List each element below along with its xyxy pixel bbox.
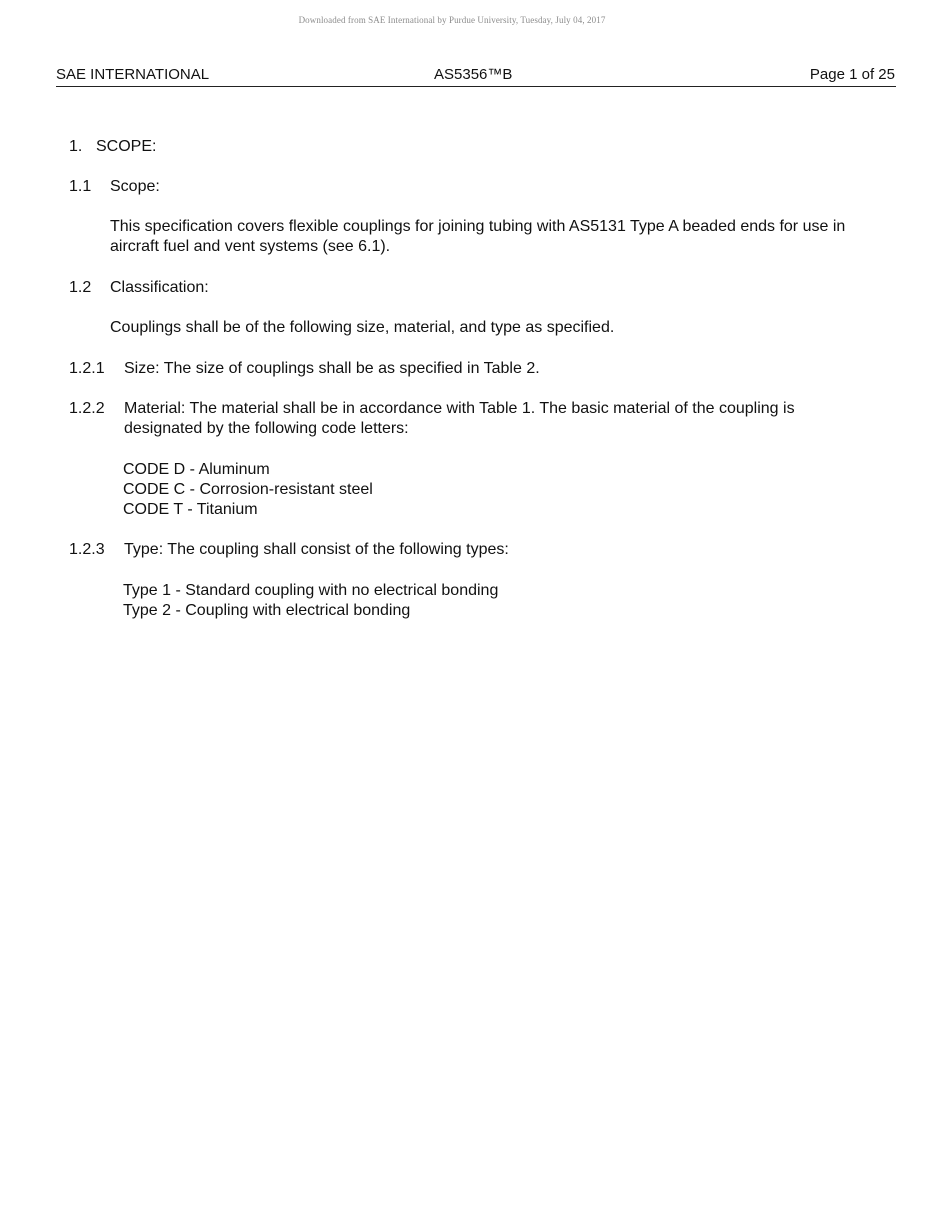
- section-1-2-2-text: Material: The material shall be in accordance with Table 1. The basic material of the coupling is designated by the following code letters:: [124, 400, 795, 438]
- material-code-item: CODE C - Corrosion-resistant steel: [123, 481, 373, 498]
- section-1-number: 1.: [69, 138, 83, 155]
- section-1-2-3-number: 1.2.3: [69, 541, 105, 558]
- section-1-2-1-text: Size: The size of couplings shall be as specified in Table 2.: [124, 360, 540, 377]
- coupling-type-item: Type 1 - Standard coupling with no electrical bonding: [123, 582, 499, 599]
- material-code-item: CODE T - Titanium: [123, 501, 258, 518]
- page-header: [56, 66, 896, 87]
- section-1-1-body: This specification covers flexible couplings for joining tubing with AS5131 Type A beaded ends for use in aircraft fuel and vent systems (see 6.1).: [110, 218, 846, 256]
- section-1-2-2-number: 1.2.2: [69, 400, 105, 417]
- header-organization: SAE INTERNATIONAL: [56, 66, 210, 83]
- section-1-1-number: 1.1: [69, 178, 92, 195]
- section-1-2-body: Couplings shall be of the following size, material, and type as specified.: [110, 319, 615, 336]
- section-1-1-title: Scope:: [110, 178, 160, 195]
- coupling-type-item: Type 2 - Coupling with electrical bonding: [123, 602, 411, 619]
- section-1-2-number: 1.2: [69, 279, 92, 296]
- section-1-title: SCOPE:: [96, 138, 157, 155]
- section-1-2-title: Classification:: [110, 279, 209, 296]
- section-1-2-1-number: 1.2.1: [69, 360, 105, 377]
- header-page-info: Page 1 of 25: [809, 66, 895, 83]
- download-watermark: Downloaded from SAE International by Purdue University, Tuesday, July 04, 2017: [298, 15, 606, 25]
- header-document-number: AS5356™B: [434, 66, 513, 83]
- section-1-2-3-text: Type: The coupling shall consist of the following types:: [124, 541, 509, 558]
- material-code-item: CODE D - Aluminum: [123, 461, 270, 478]
